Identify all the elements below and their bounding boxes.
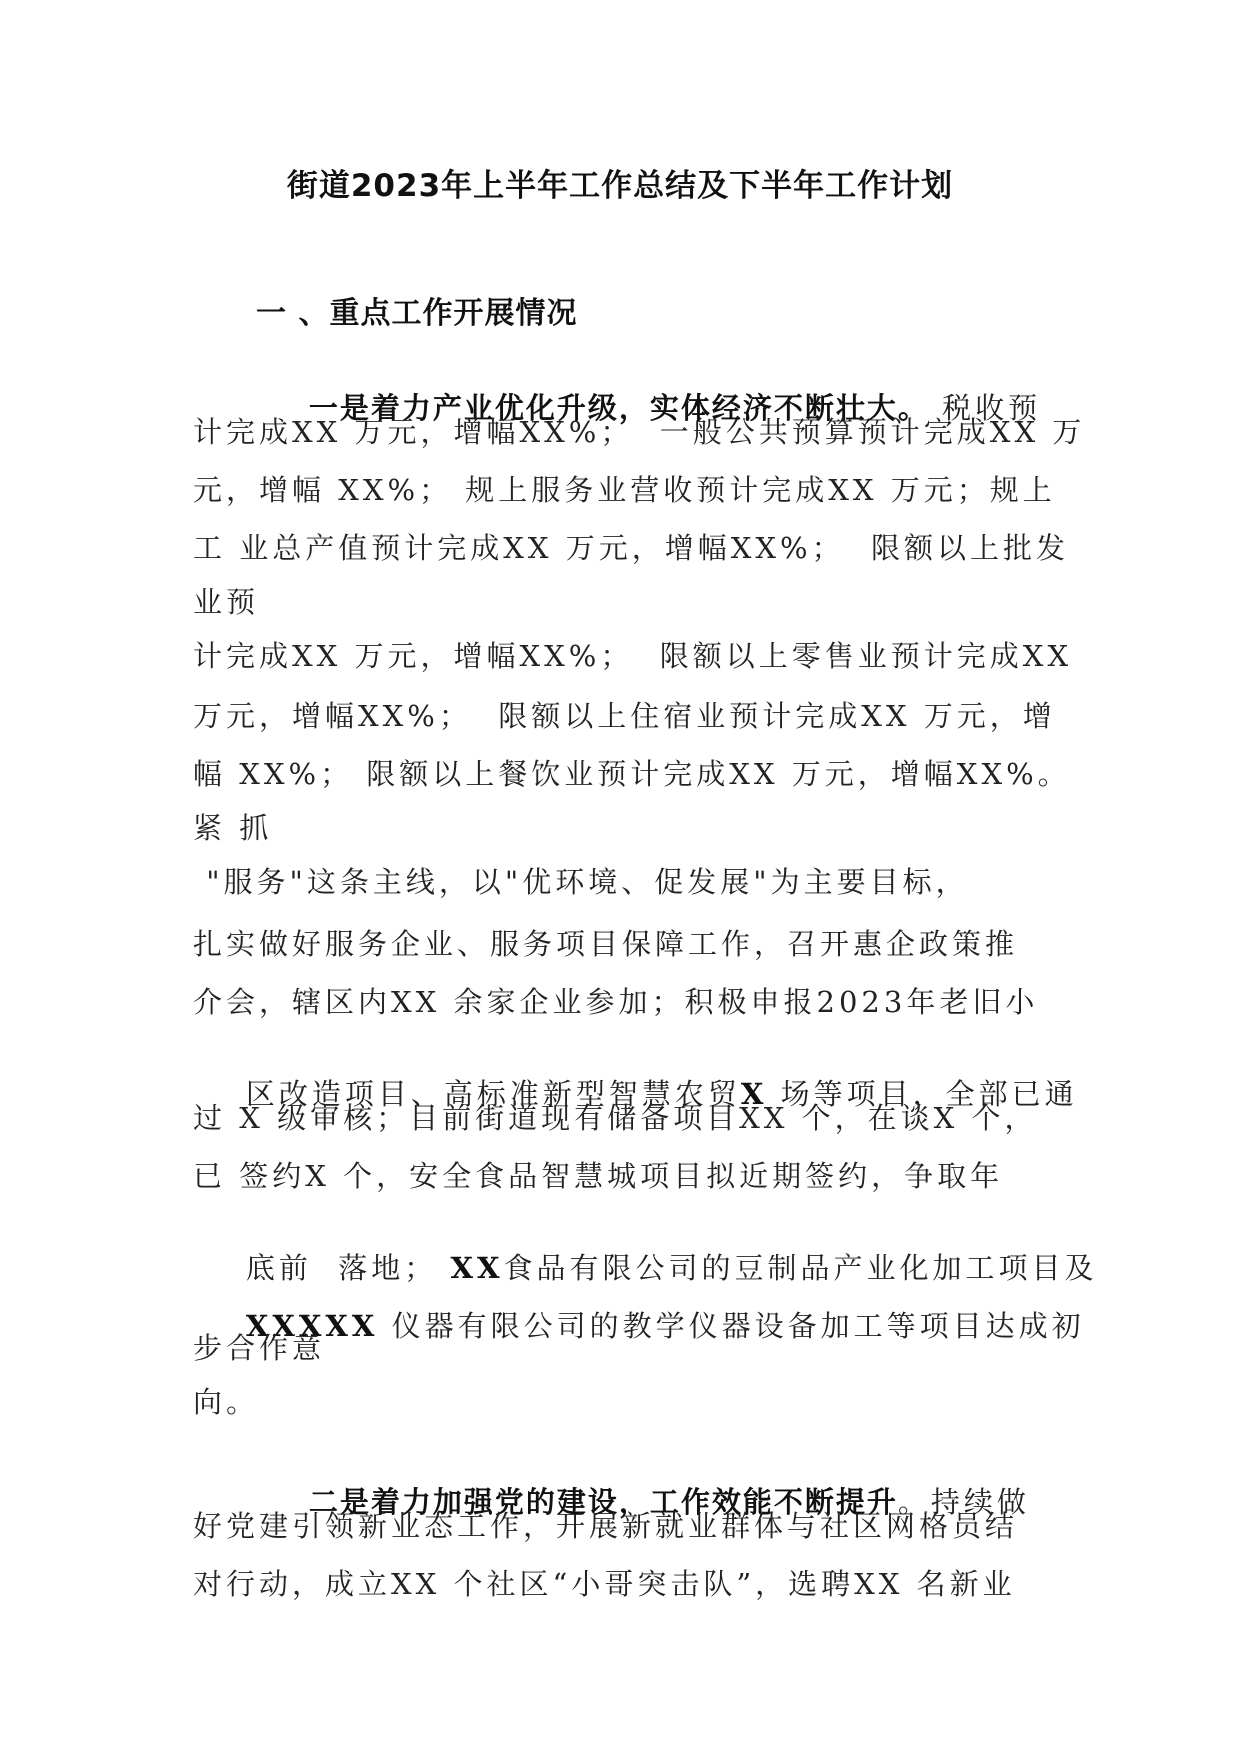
section-heading: 一 、重点工作开展情况 <box>256 296 578 331</box>
paragraph-text: 税收预 <box>928 391 1042 425</box>
paragraph-line: 介会，辖区内XX 余家企业参加；积极申报2023年老旧小 <box>193 985 1039 1019</box>
paragraph-line: 计完成XX 万元，增幅XX%； 限额以上零售业预计完成XX <box>193 639 1073 673</box>
paragraph-line: "服务"这条主线，以"优环境、促发展"为主要目标， <box>193 865 969 899</box>
paragraph-text: 底前 落地； <box>245 1251 451 1285</box>
paragraph-lead: 一是着力产业优化升级，实体经济不断壮大。 <box>308 391 929 425</box>
paragraph-text: 食品有限公司的豆制品产业化加工项目及 <box>503 1251 1098 1285</box>
paragraph-line <box>193 1270 1085 1379</box>
paragraph-line: 过 X 级审核；目前街道现有储备项目XX 个，在谈X 个， <box>193 1101 1038 1135</box>
paragraph-line: 业预 <box>193 585 260 619</box>
document-title: 街道2023年上半年工作总结及下半年工作计划 <box>286 168 954 204</box>
paragraph-bold-text: X <box>740 1077 768 1111</box>
paragraph-text: 区改造项目、高标准新型智慧农贸 <box>245 1077 741 1111</box>
paragraph-line: 好党建引领新业态工作，开展新就业群体与社区网格员结 <box>193 1509 1019 1543</box>
paragraph-lead: 二是着力加强党的建设，工作效能不断提升 <box>308 1485 898 1519</box>
paragraph-text: 。持续做 <box>897 1485 1030 1519</box>
paragraph-line: 幅 XX%； 限额以上餐饮业预计完成XX 万元，增幅XX%。 <box>193 757 1071 791</box>
paragraph-line: 向。 <box>193 1385 260 1419</box>
paragraph-text: 仪器有限公司的教学仪器设备加工等项目达成初 <box>378 1309 1085 1343</box>
paragraph-line: 万元，增幅XX%； 限额以上住宿业预计完成XX 万元，增 <box>193 699 1056 733</box>
paragraph-bold-text: XXXXX <box>245 1309 379 1343</box>
paragraph-bold-text: XX <box>450 1251 504 1285</box>
paragraph-line: 步合作意 <box>193 1331 326 1365</box>
paragraph-line: 工 业总产值预计完成XX 万元，增幅XX%； 限额以上批发 <box>193 531 1070 565</box>
paragraph-line: 对行动，成立XX 个社区“小哥突击队”，选聘XX 名新业 <box>193 1567 1016 1601</box>
paragraph-line: 元，增幅 XX%； 规上服务业营收预计完成XX 万元；规上 <box>193 473 1056 507</box>
paragraph-line: 计完成XX 万元，增幅XX%； 一般公共预算预计完成XX 万 <box>193 415 1086 449</box>
paragraph-line: 已 签约X 个，安全食品智慧城项目拟近期签约，争取年 <box>193 1159 1004 1193</box>
paragraph-line: 扎实做好服务企业、服务项目保障工作，召开惠企政策推 <box>193 927 1019 961</box>
paragraph-line: 紧 抓 <box>193 811 273 845</box>
paragraph-text: 场等项目，全部已通 <box>767 1077 1078 1111</box>
